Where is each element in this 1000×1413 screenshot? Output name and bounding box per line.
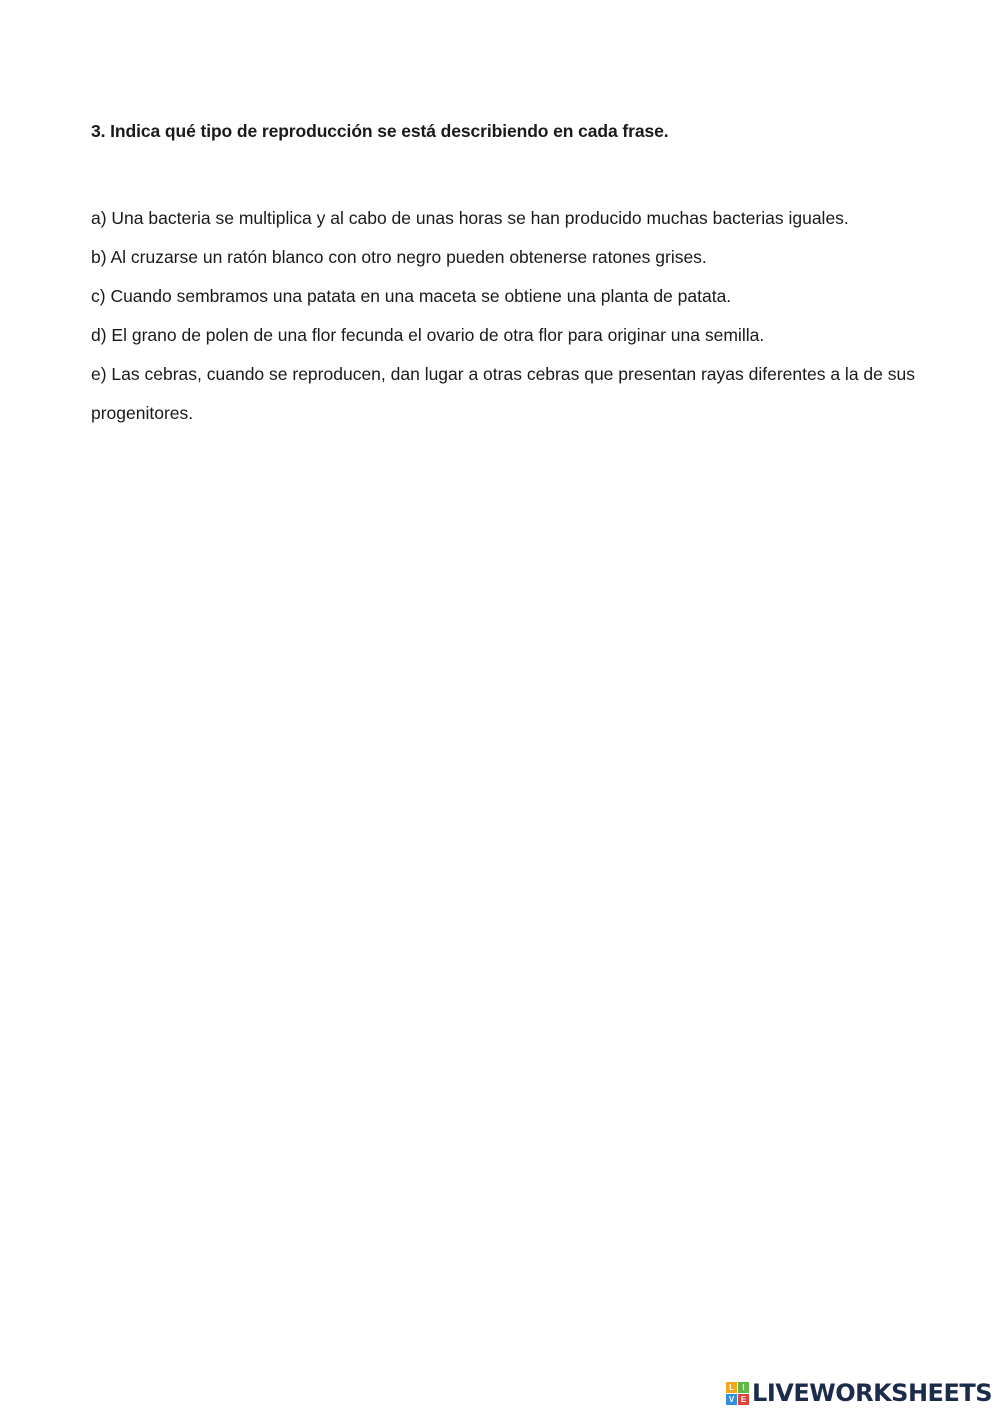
logo-letter: L <box>726 1382 737 1393</box>
logo-letter: E <box>738 1394 749 1405</box>
statement-list <box>91 199 921 433</box>
question-title: 3. Indica qué tipo de reproducción se está describiendo en cada frase. <box>91 121 669 141</box>
list-item: d) El grano de polen de una flor fecunda el ovario de otra flor para originar una semilla. <box>91 325 765 345</box>
liveworksheets-logo <box>726 1381 992 1405</box>
list-item: b) Al cruzarse un ratón blanco con otro negro pueden obtenerse ratones grises. <box>91 247 707 267</box>
logo-letter: I <box>738 1382 749 1393</box>
list-item: e) Las cebras, cuando se reproducen, dan lugar a otras cebras que presentan rayas diferentes a la de sus progenitores. <box>91 364 915 423</box>
list-item: a) Una bacteria se multiplica y al cabo de unas horas se han producido muchas bacterias iguales. <box>91 208 849 228</box>
logo-mark-icon <box>726 1382 749 1405</box>
logo-letter: V <box>726 1394 737 1405</box>
list-item: c) Cuando sembramos una patata en una maceta se obtiene una planta de patata. <box>91 286 732 306</box>
logo-text: LIVEWORKSHEETS <box>752 1379 992 1407</box>
